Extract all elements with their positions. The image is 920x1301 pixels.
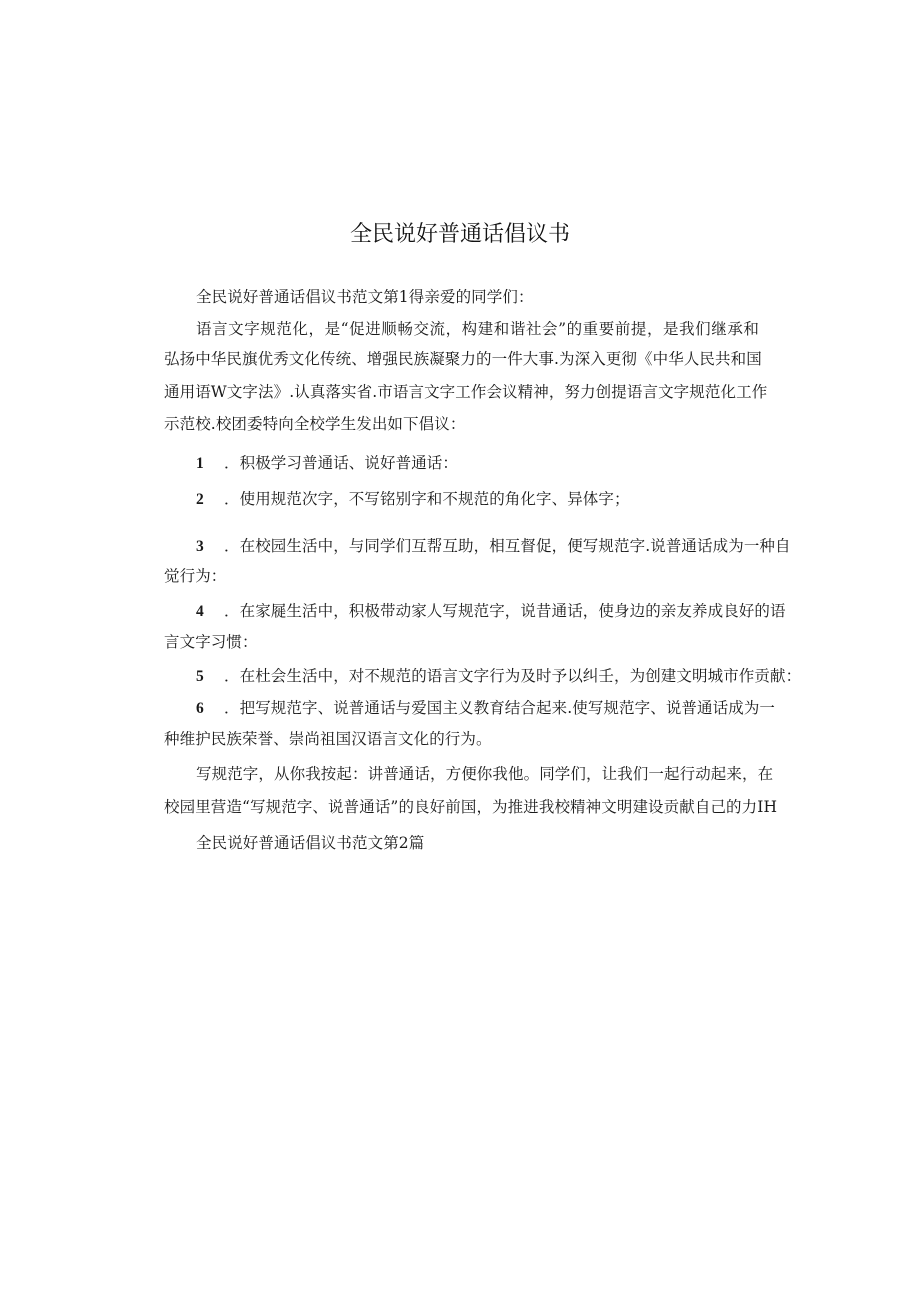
paragraph1-line2: 弘扬中华民旗优秀文化传统、增强民族凝聚力的一件大事.为深入更彻《中华人民共和国 [164, 350, 762, 368]
list-item-number: 4 [196, 603, 204, 620]
list-item-text: ．积极学习普通话、说好普通话： [224, 454, 459, 472]
paragraph1-line1: 语言文字规范化，是“促进顺畅交流，构建和谐社会”的重要前提，是我们继承和 [196, 320, 759, 338]
paragraph1-line3: 通用语W文字法》.认真落实省.市语言文字工作会议精神，努力创提语言文字规范化工作 [164, 383, 768, 401]
closing-line2: 校园里营造“写规范字、说普通话”的良好前国，为推进我校精神文明建设贡献自己的力IH [164, 798, 778, 816]
list-item-3 [196, 536, 791, 557]
closing-line1: 写规范字，从你我按起：讲普通话，方便你我他。同学们，让我们一起行动起来，在 [196, 765, 774, 783]
list-item-6-continued: 种维护民族荣誉、崇尚祖国汉语言文化的行为。 [164, 730, 492, 748]
list-item-5 [196, 666, 802, 687]
list-item-text: ．在家屣生活中，积极带动家人写规范字，说昔通话，使身边的亲友养成良好的语 [224, 602, 786, 620]
list-item-3-continued: 觉行为： [164, 567, 227, 585]
intro-line: 全民说好普通话倡议书范文第1得亲爱的同学们： [196, 288, 534, 306]
document-title: 全民说好普通话倡议书 [349, 222, 570, 247]
list-item-number: 2 [196, 491, 204, 508]
list-item-1 [196, 453, 759, 474]
list-item-number: 5 [196, 668, 204, 685]
list-item-number: 3 [196, 538, 204, 555]
list-item-6 [196, 698, 776, 719]
paragraph1-line4: 示范校.校团委特向全校学生发出如下倡议： [164, 415, 466, 433]
list-item-number: 6 [196, 700, 204, 717]
list-item-4 [196, 601, 786, 622]
list-item-2 [196, 489, 759, 510]
list-item-text: ．在校园生活中，与同学们互帮互助，相互督促，便写规范字.说普通话成为一种自 [224, 537, 791, 555]
list-item-4-continued: 言文字习惯： [164, 633, 258, 651]
footer-line: 全民说好普通话倡议书范文第2篇 [196, 834, 425, 852]
list-item-text: ．把写规范字、说普通话与爱国主义教育结合起来.使写规范字、说普通话成为一 [224, 699, 776, 717]
list-item-number: 1 [196, 455, 204, 472]
list-item-text: ．使用规范次字，不写铭别字和不规范的角化字、异体字； [224, 490, 630, 508]
list-item-text: ．在杜会生活中，对不规范的语言文字行为及时予以纠壬，为创建文明城市作贡献： [224, 667, 802, 685]
